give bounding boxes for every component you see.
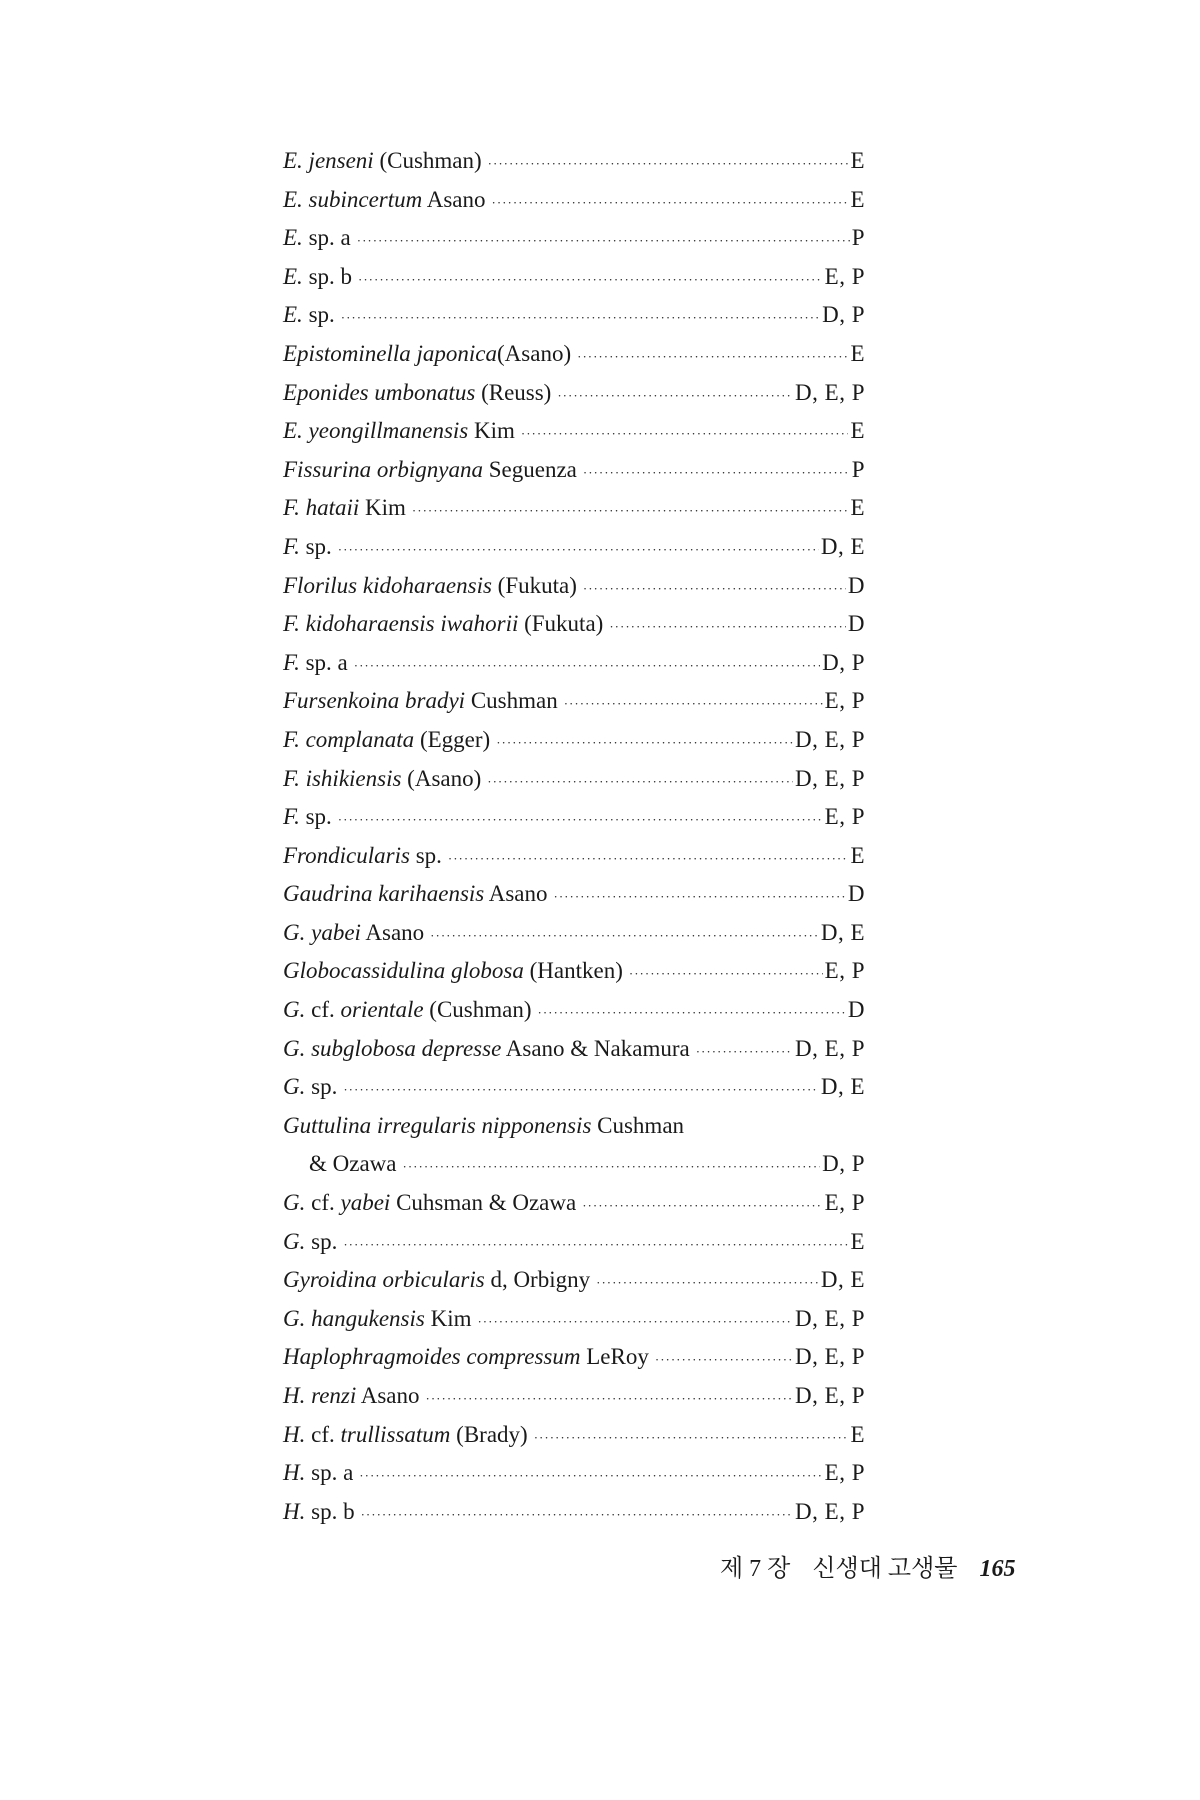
species-name-italic: F. xyxy=(283,533,300,559)
occurrence-code: E xyxy=(850,1421,865,1447)
species-entry xyxy=(283,219,865,258)
page-number: 165 xyxy=(979,1556,1016,1582)
species-name xyxy=(283,1300,471,1339)
species-entry xyxy=(283,567,865,606)
species-name-text: (Fukuta) xyxy=(518,611,604,637)
dot-leader xyxy=(583,454,850,493)
dot-leader xyxy=(488,145,849,184)
species-name-italic: Guttulina irregularis nipponensis xyxy=(283,1112,592,1138)
species-name-text: Kim xyxy=(468,418,515,444)
dot-leader xyxy=(357,222,850,261)
species-name-italic: G. xyxy=(283,1074,306,1100)
species-name-text: & Ozawa xyxy=(309,1151,397,1177)
species-entry xyxy=(283,1030,865,1069)
species-name-text: Kim xyxy=(424,1305,472,1331)
species-name-text: Seguenza xyxy=(482,456,577,482)
species-list xyxy=(283,142,865,1531)
species-name-text: (Asano) xyxy=(497,340,572,366)
dot-leader xyxy=(596,1264,819,1303)
species-name-text: sp. a xyxy=(299,649,348,675)
species-name-italic: orientale xyxy=(340,997,424,1023)
species-name-text: sp. xyxy=(299,804,332,830)
species-entry xyxy=(283,1068,865,1107)
species-entry xyxy=(283,374,865,413)
species-name-italic: F. kidoharaensis iwahorii xyxy=(283,611,519,637)
occurrence-code: D, E xyxy=(820,919,865,945)
species-entry xyxy=(283,528,865,567)
dot-leader xyxy=(521,415,849,454)
dot-leader xyxy=(341,299,820,338)
species-entry xyxy=(283,1300,865,1339)
dot-leader xyxy=(564,685,823,724)
species-name-italic: Frondicularis xyxy=(283,842,410,868)
species-name xyxy=(283,1416,528,1455)
dot-leader xyxy=(534,1419,849,1458)
occurrence-code: D, E, P xyxy=(795,726,865,752)
dot-leader xyxy=(609,608,846,647)
species-name xyxy=(283,1223,337,1262)
species-name-italic: G. xyxy=(283,1228,306,1254)
occurrence-code: E, P xyxy=(824,804,865,830)
species-name xyxy=(283,1454,353,1493)
species-name-text: Cuhsman & Ozawa xyxy=(390,1190,577,1216)
species-name-text: (Cushman) xyxy=(423,997,532,1023)
species-name-text: sp. b xyxy=(302,263,353,289)
species-name-italic: Florilus kidoharaensis xyxy=(283,572,492,598)
species-name xyxy=(283,1184,576,1223)
dot-leader xyxy=(403,1148,821,1187)
footer-title: 신생대 고생물 xyxy=(812,1556,958,1582)
species-entry xyxy=(283,296,865,335)
species-name xyxy=(283,721,490,760)
dot-leader xyxy=(492,184,849,223)
species-name-italic: Fissurina orbignyana xyxy=(283,456,483,482)
species-name xyxy=(283,1338,649,1377)
species-name xyxy=(283,1493,355,1532)
dot-leader xyxy=(696,1033,793,1072)
species-name xyxy=(283,567,577,606)
species-name xyxy=(283,258,352,297)
species-entry xyxy=(283,451,865,490)
species-name-italic: F. xyxy=(283,649,300,675)
species-entry xyxy=(283,412,865,451)
species-entry xyxy=(283,142,865,181)
species-name-text: Kim xyxy=(359,495,406,521)
species-name xyxy=(309,1145,397,1184)
species-entry xyxy=(283,335,865,374)
species-name xyxy=(283,412,515,451)
dot-leader xyxy=(338,531,819,570)
occurrence-code: P xyxy=(851,225,865,251)
species-entry xyxy=(283,258,865,297)
species-name-text: sp. a xyxy=(305,1460,354,1486)
occurrence-code: D, E, P xyxy=(795,1305,865,1331)
species-name-italic: yabei xyxy=(340,1190,391,1216)
species-name-italic: E. jenseni xyxy=(283,148,374,173)
occurrence-code: E xyxy=(850,842,865,868)
species-entry xyxy=(283,1145,865,1184)
species-name-text: sp. a xyxy=(302,225,351,251)
species-name-text: cf. xyxy=(305,997,341,1023)
occurrence-code: E xyxy=(850,186,865,212)
species-name-text: (Hantken) xyxy=(523,958,623,984)
occurrence-code: E, P xyxy=(824,958,865,984)
species-name-text: Asano xyxy=(422,186,486,212)
species-name xyxy=(283,798,332,837)
species-name-italic: E. xyxy=(283,225,303,251)
species-name-italic: G. yabei xyxy=(283,919,361,945)
species-name xyxy=(283,682,558,721)
species-name-italic: F. xyxy=(283,804,300,830)
dot-leader xyxy=(448,840,849,879)
species-entry xyxy=(283,760,865,799)
species-name-text: Asano xyxy=(356,1383,420,1408)
species-name-italic: trullissatum xyxy=(340,1421,451,1447)
species-entry xyxy=(283,991,865,1030)
occurrence-code: E, P xyxy=(824,1190,865,1216)
occurrence-code: E xyxy=(850,495,865,521)
species-name-italic: E. xyxy=(283,302,303,328)
dot-leader xyxy=(655,1341,793,1380)
species-name-italic: E. xyxy=(283,263,303,289)
occurrence-code: D, E, P xyxy=(795,1344,865,1370)
species-name xyxy=(283,528,332,567)
species-name-italic: F. complanata xyxy=(283,726,415,752)
species-name-italic: G. subglobosa depresse xyxy=(283,1035,502,1061)
species-name-italic: Globocassidulina globosa xyxy=(283,958,524,984)
species-name xyxy=(283,489,406,528)
species-entry xyxy=(283,952,865,991)
occurrence-code: D xyxy=(847,881,865,907)
species-entry xyxy=(283,798,865,837)
species-name xyxy=(283,644,348,683)
dot-leader xyxy=(577,338,848,377)
species-name-text: (Cushman) xyxy=(373,148,482,173)
species-name xyxy=(283,181,486,220)
species-name-text: d, Orbigny xyxy=(484,1267,591,1293)
dot-leader xyxy=(412,492,849,531)
species-entry xyxy=(283,721,865,760)
occurrence-code: D, P xyxy=(822,649,865,675)
species-name-text: Asano & Nakamura xyxy=(501,1035,690,1061)
species-name xyxy=(283,760,481,799)
dot-leader xyxy=(582,1187,822,1226)
species-name-text: sp. xyxy=(305,1228,338,1254)
species-name-text: LeRoy xyxy=(580,1344,649,1370)
dot-leader xyxy=(359,1457,822,1496)
species-name-text: sp. xyxy=(305,1074,338,1100)
species-name xyxy=(283,1261,590,1300)
occurrence-code: D, P xyxy=(822,302,865,328)
species-name-text: Cushman xyxy=(591,1112,685,1138)
species-name xyxy=(283,1068,337,1107)
species-name-italic: H. xyxy=(283,1460,306,1486)
occurrence-code: D, E, P xyxy=(795,379,865,405)
species-entry xyxy=(283,1338,865,1377)
dot-leader xyxy=(554,878,846,917)
species-entry xyxy=(283,837,865,876)
species-name-italic: Eponides umbonatus xyxy=(283,379,476,405)
species-name-italic: Haplophragmoides compressum xyxy=(283,1344,581,1370)
species-name-italic: F. hataii xyxy=(283,495,360,521)
species-entry xyxy=(283,644,865,683)
dot-leader xyxy=(538,994,846,1033)
species-name-text: sp. b xyxy=(305,1498,355,1524)
species-name-text: sp. xyxy=(409,842,442,868)
species-entry xyxy=(283,1454,865,1493)
species-name-italic: H. renzi xyxy=(283,1383,357,1408)
species-name xyxy=(283,374,551,413)
species-name-text: (Brady) xyxy=(450,1421,528,1447)
dot-leader xyxy=(583,570,846,609)
occurrence-code: D, E xyxy=(820,1267,865,1293)
species-entry xyxy=(283,1261,865,1300)
species-name-italic: Gyroidina orbicularis xyxy=(283,1267,485,1293)
species-entry xyxy=(283,1223,865,1262)
species-name-text: cf. xyxy=(305,1421,341,1447)
dot-leader xyxy=(358,261,823,300)
species-name xyxy=(283,142,482,181)
species-name-text: cf. xyxy=(305,1190,341,1216)
species-name xyxy=(283,335,571,374)
species-name-italic: Epistominella japonica xyxy=(283,340,498,366)
occurrence-code: D, E xyxy=(820,533,865,559)
species-name xyxy=(283,296,335,335)
species-name-italic: F. ishikiensis xyxy=(283,765,402,791)
species-name-italic: G. xyxy=(283,1190,306,1216)
species-entry xyxy=(283,1107,865,1146)
species-name-italic: H. xyxy=(283,1498,306,1524)
dot-leader xyxy=(338,801,823,840)
dot-leader xyxy=(361,1496,793,1535)
species-name-text: sp. xyxy=(299,533,332,559)
species-entry xyxy=(283,489,865,528)
species-entry xyxy=(283,875,865,914)
occurrence-code: D, E xyxy=(820,1074,865,1100)
species-entry xyxy=(283,1416,865,1455)
species-name-italic: Fursenkoina bradyi xyxy=(283,688,466,714)
occurrence-code: D, E, P xyxy=(795,1035,865,1061)
occurrence-code: D, E, P xyxy=(795,1498,865,1524)
occurrence-code: P xyxy=(851,456,865,482)
occurrence-code: D xyxy=(847,611,865,637)
species-name-text: sp. xyxy=(302,302,335,328)
species-name xyxy=(283,991,532,1030)
occurrence-code: D, E, P xyxy=(795,1383,865,1408)
occurrence-code: E xyxy=(850,1228,865,1254)
species-name-italic: G. hangukensis xyxy=(283,1305,425,1331)
species-name xyxy=(283,605,603,644)
species-entry xyxy=(283,1493,865,1532)
footer-chapter: 제 7 장 xyxy=(720,1556,791,1582)
occurrence-code: D, E, P xyxy=(795,765,865,791)
occurrence-code: D, P xyxy=(822,1151,865,1177)
species-name-text: Asano xyxy=(360,919,425,945)
species-name-text: (Fukuta) xyxy=(491,572,577,598)
occurrence-code: E xyxy=(850,340,865,366)
species-name xyxy=(283,952,623,991)
occurrence-code: E, P xyxy=(824,263,865,289)
species-entry xyxy=(283,1184,865,1223)
dot-leader xyxy=(343,1071,819,1110)
occurrence-code: E xyxy=(850,148,865,173)
species-name xyxy=(283,1377,420,1416)
occurrence-code: D xyxy=(847,572,865,598)
occurrence-code: D xyxy=(847,997,865,1023)
occurrence-code: E, P xyxy=(824,1460,865,1486)
dot-leader xyxy=(629,955,823,994)
species-entry xyxy=(283,605,865,644)
occurrence-code: E, P xyxy=(824,688,865,714)
species-name-text: (Reuss) xyxy=(475,379,552,405)
running-footer xyxy=(720,1548,1015,1583)
species-entry xyxy=(283,682,865,721)
species-name xyxy=(283,451,577,490)
dot-leader xyxy=(496,724,793,763)
species-name-text: Asano xyxy=(484,881,548,907)
dot-leader xyxy=(477,1303,793,1342)
species-entry xyxy=(283,181,865,220)
dot-leader xyxy=(343,1226,848,1265)
dot-leader xyxy=(557,377,793,416)
species-name xyxy=(283,875,548,914)
species-name-italic: G. xyxy=(283,997,306,1023)
species-name xyxy=(283,914,424,953)
species-name xyxy=(283,219,351,258)
species-entry xyxy=(283,914,865,953)
species-entry xyxy=(283,1377,865,1416)
species-name-text: (Asano) xyxy=(401,765,482,791)
dot-leader xyxy=(430,917,819,956)
species-name-text: Cushman xyxy=(465,688,558,714)
dot-leader xyxy=(487,763,793,802)
occurrence-code: E xyxy=(850,418,865,444)
species-name xyxy=(283,1030,690,1069)
species-name xyxy=(283,1107,684,1146)
species-name xyxy=(283,837,442,876)
dot-leader xyxy=(354,647,820,686)
species-name-italic: Gaudrina karihaensis xyxy=(283,881,485,907)
dot-leader xyxy=(426,1380,794,1419)
species-name-italic: H. xyxy=(283,1421,306,1447)
species-name-italic: E. yeongillmanensis xyxy=(283,418,469,444)
species-name-text: (Egger) xyxy=(414,726,491,752)
species-name-italic: E. subincertum xyxy=(283,186,423,212)
